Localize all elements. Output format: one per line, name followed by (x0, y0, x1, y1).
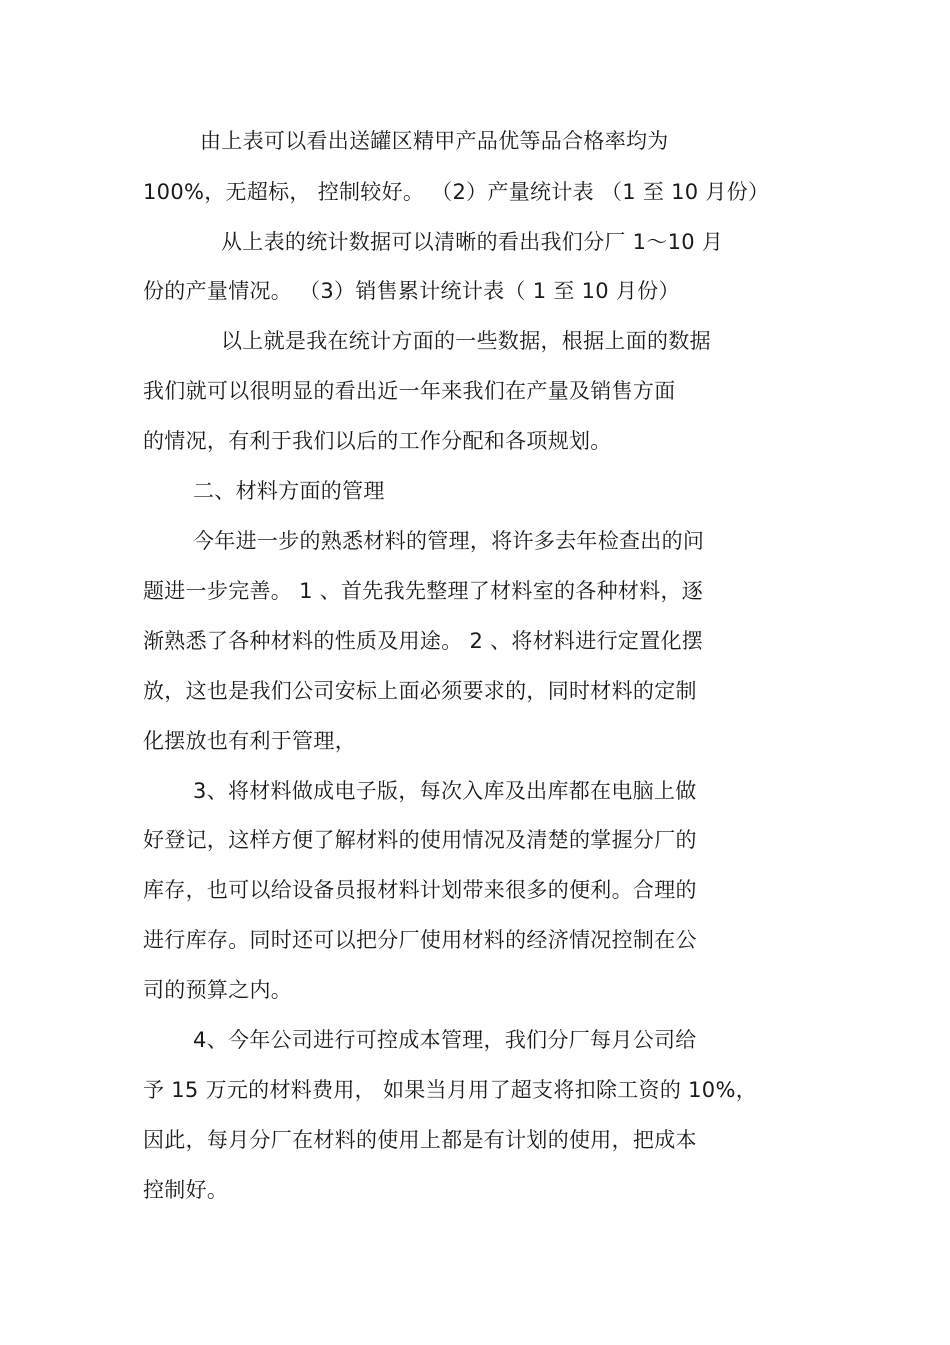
paragraph-line-22: 控制好。 (143, 1178, 229, 1202)
paragraph-line-6: 我们就可以很明显的看出近一年来我们在产量及销售方面 (143, 379, 676, 403)
section-heading: 二、材料方面的管理 (193, 479, 385, 503)
paragraph-line-15: 好登记，这样方便了解材料的使用情况及清楚的掌握分厂的 (143, 828, 697, 852)
paragraph-line-19: 4、今年公司进行可控成本管理，我们分厂每月公司给 (193, 1028, 697, 1052)
paragraph-line-2: 100%，无超标， 控制较好。 （2）产量统计表 （1 至 10 月份） (143, 180, 770, 204)
paragraph-line-5: 以上就是我在统计方面的一些数据，根据上面的数据 (221, 329, 711, 353)
paragraph-line-4: 份的产量情况。 （3）销售累计统计表（ 1 至 10 月份） (143, 279, 680, 303)
paragraph-line-18: 司的预算之内。 (143, 978, 293, 1002)
paragraph-line-3: 从上表的统计数据可以清晰的看出我们分厂 1～10 月 (221, 230, 724, 254)
paragraph-line-11: 渐熟悉了各种材料的性质及用途。 2 、将材料进行定置化摆 (143, 629, 704, 653)
paragraph-line-17: 进行库存。同时还可以把分厂使用材料的经济情况控制在公 (143, 928, 697, 952)
paragraph-line-10: 题进一步完善。 1 、首先我先整理了材料室的各种材料，逐 (143, 579, 704, 603)
paragraph-line-1: 由上表可以看出送罐区精甲产品优等品合格率均为 (200, 129, 669, 153)
paragraph-line-16: 库存，也可以给设备员报材料计划带来很多的便利。合理的 (143, 878, 697, 902)
paragraph-line-7: 的情况，有利于我们以后的工作分配和各项规划。 (143, 429, 612, 453)
paragraph-line-20: 予 15 万元的材料费用， 如果当月用了超支将扣除工资的 10%， (143, 1078, 757, 1102)
paragraph-line-12: 放，这也是我们公司安标上面必须要求的，同时材料的定制 (143, 679, 697, 703)
paragraph-line-14: 3、将材料做成电子版，每次入库及出库都在电脑上做 (193, 779, 697, 803)
paragraph-line-21: 因此，每月分厂在材料的使用上都是有计划的使用，把成本 (143, 1128, 697, 1152)
paragraph-line-9: 今年进一步的熟悉材料的管理，将许多去年检查出的问 (193, 529, 705, 553)
paragraph-line-13: 化摆放也有利于管理， (143, 729, 356, 753)
